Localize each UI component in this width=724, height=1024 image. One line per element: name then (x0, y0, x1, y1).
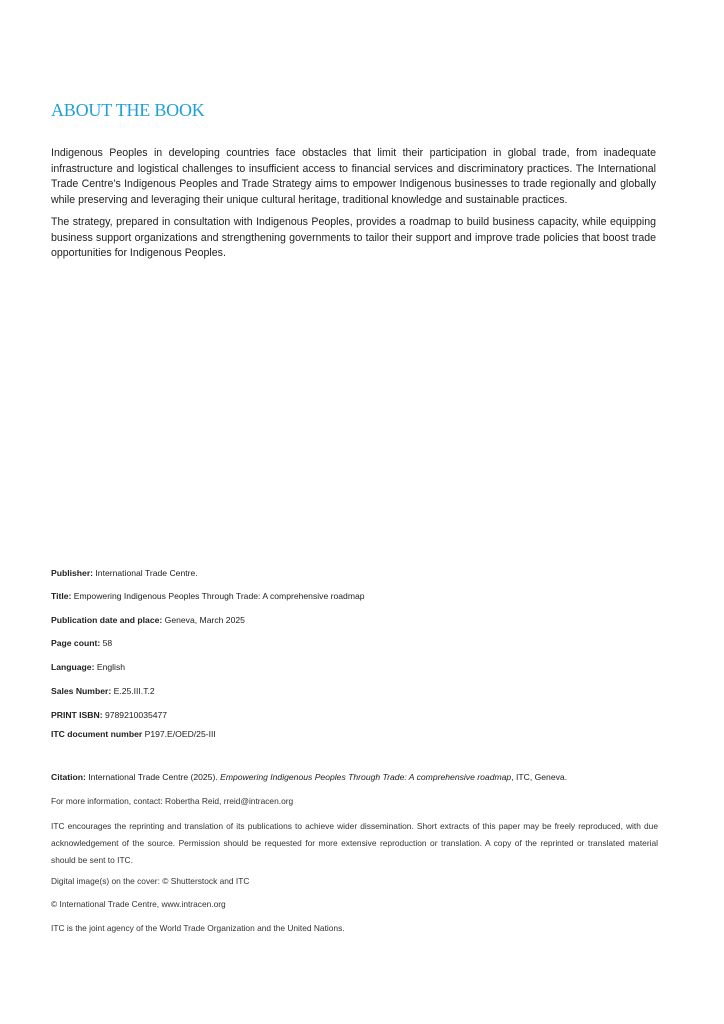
doc-number-row (51, 729, 216, 739)
title-row (51, 591, 365, 601)
page-count-label: Page count: (51, 638, 101, 648)
intro-paragraph-2: The strategy, prepared in consultation with Indigenous Peoples, provides a roadmap to build business capacity, while equipping business support organizations and strengthening governments to tailor their support and improve trade policies that boost trade opportunities for Indigenous Peoples. (51, 215, 656, 260)
citation-prefix: International Trade Centre (2025). (88, 772, 218, 782)
publisher-row (51, 568, 198, 578)
citation-title: Empowering Indigenous Peoples Through Trade: A comprehensive roadmap (220, 772, 512, 782)
title-value: Empowering Indigenous Peoples Through Trade: A comprehensive roadmap (73, 591, 365, 601)
title-label: Title: (51, 591, 72, 601)
page-title: ABOUT THE BOOK (51, 100, 205, 120)
language-row (51, 662, 125, 672)
sales-number-label: Sales Number: (51, 686, 112, 696)
isbn-label: PRINT ISBN: (51, 710, 103, 720)
publisher-value: International Trade Centre. (95, 568, 198, 578)
language-value: English (96, 662, 126, 672)
publication-value: Geneva, March 2025 (164, 615, 245, 625)
publication-row (51, 615, 245, 625)
intro-text (51, 146, 656, 268)
publication-label: Publication date and place: (51, 615, 163, 625)
contact-line: For more information, contact: Robertha Reid, rreid@intracen.org (51, 796, 294, 806)
cover-credit: Digital image(s) on the cover: © Shutterstock and ITC (51, 876, 250, 886)
doc-number-value: P197.E/OED/25-III (144, 729, 216, 739)
citation (51, 769, 658, 786)
copyright-line: © International Trade Centre, www.intracen.org (51, 899, 226, 909)
sales-number-row (51, 686, 155, 696)
page-count-row (51, 638, 112, 648)
isbn-value: 9789210035477 (104, 710, 168, 720)
agency-line: ITC is the joint agency of the World Trade Organization and the United Nations. (51, 923, 345, 933)
reprint-notice: ITC encourages the reprinting and translation of its publications to achieve wider dissemination. Short extracts of this paper may be freely reproduced, with due acknowledgement of the source. Permission should be requested for more extensive reproduction or translation. A copy of the reprinted or translated material should be sent to ITC. (51, 821, 658, 865)
publisher-label: Publisher: (51, 568, 94, 578)
doc-number-label: ITC document number (51, 729, 143, 739)
language-label: Language: (51, 662, 95, 672)
page-count-value: 58 (102, 638, 113, 648)
citation-suffix: , ITC, Geneva. (511, 772, 568, 782)
citation-label: Citation: (51, 772, 86, 782)
isbn-row (51, 710, 167, 720)
intro-paragraph-1: Indigenous Peoples in developing countries face obstacles that limit their participation in global trade, from inadequate infrastructure and logistical challenges to insufficient access to financial services and discriminatory practices. The International Trade Centre’s Indigenous Peoples and Trade Strategy aims to empower Indigenous businesses to trade regionally and globally while preserving and leveraging their unique cultural heritage, traditional knowledge and sustainable practices. (51, 147, 656, 207)
sales-number-value: E.25.III.T.2 (113, 686, 155, 696)
